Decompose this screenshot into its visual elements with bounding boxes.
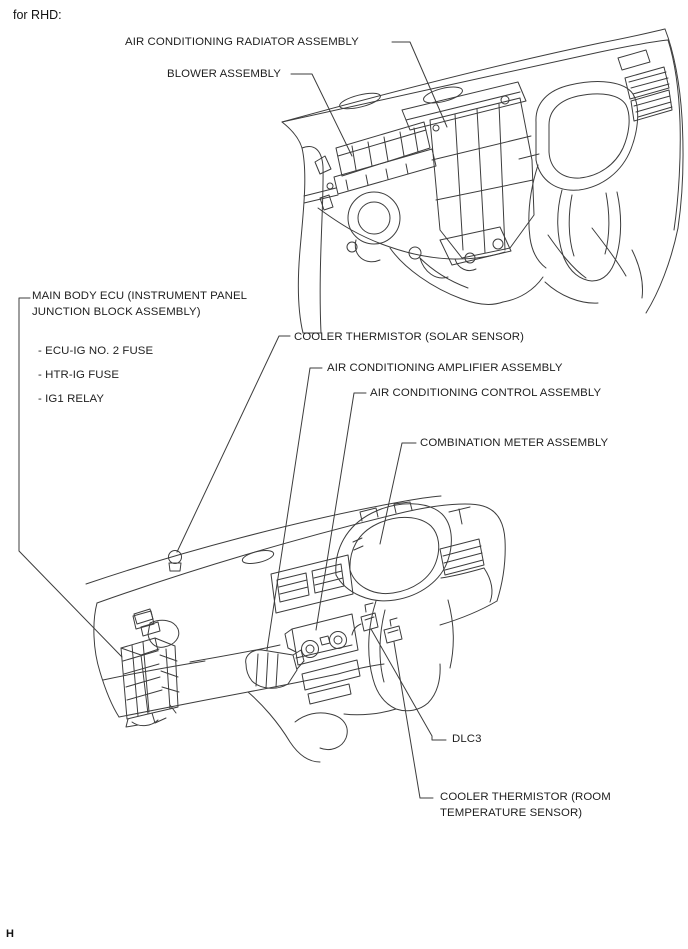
label-main-body-ecu	[32, 289, 247, 320]
leader-solar-sensor	[177, 336, 290, 552]
leader-lines	[19, 42, 447, 798]
label-ecu-ig-fuse: - ECU-IG NO. 2 FUSE	[38, 345, 154, 357]
label-main-body-ecu-line1: MAIN BODY ECU (INSTRUMENT PANEL	[32, 290, 248, 302]
label-dlc3: DLC3	[452, 733, 482, 745]
footer-page-mark: H	[6, 928, 14, 940]
ac-control-shape	[285, 614, 360, 704]
leader-ac-control	[316, 393, 366, 630]
upper-dashboard-view	[282, 29, 683, 333]
leader-room-sensor	[394, 642, 433, 798]
label-combination-meter: COMBINATION METER ASSEMBLY	[420, 437, 609, 449]
label-room-sensor	[440, 790, 611, 821]
label-room-sensor-line2: TEMPERATURE SENSOR)	[440, 806, 583, 819]
label-main-body-ecu-line2: JUNCTION BLOCK ASSEMBLY)	[32, 305, 201, 318]
label-room-sensor-line1: COOLER THERMISTOR (ROOM	[440, 791, 611, 803]
room-temp-sensor-shape	[384, 618, 402, 643]
fuse-box-shape	[121, 609, 179, 727]
solar-sensor-shape	[169, 551, 182, 572]
label-ac-amplifier: AIR CONDITIONING AMPLIFIER ASSEMBLY	[327, 362, 563, 374]
combination-meter-shape	[336, 502, 452, 601]
label-solar-sensor: COOLER THERMISTOR (SOLAR SENSOR)	[294, 331, 524, 343]
label-ig1-relay: - IG1 RELAY	[38, 393, 105, 405]
label-ac-control: AIR CONDITIONING CONTROL ASSEMBLY	[370, 387, 602, 399]
lower-dashboard-view	[86, 496, 505, 762]
label-ac-radiator: AIR CONDITIONING RADIATOR ASSEMBLY	[125, 36, 359, 48]
variant-note: for RHD:	[13, 8, 62, 22]
label-blower: BLOWER ASSEMBLY	[167, 68, 281, 80]
label-htr-ig-fuse: - HTR-IG FUSE	[38, 369, 120, 381]
leader-ac-radiator	[392, 42, 447, 127]
leader-dlc3	[371, 629, 446, 740]
leader-combination-meter	[380, 443, 416, 544]
